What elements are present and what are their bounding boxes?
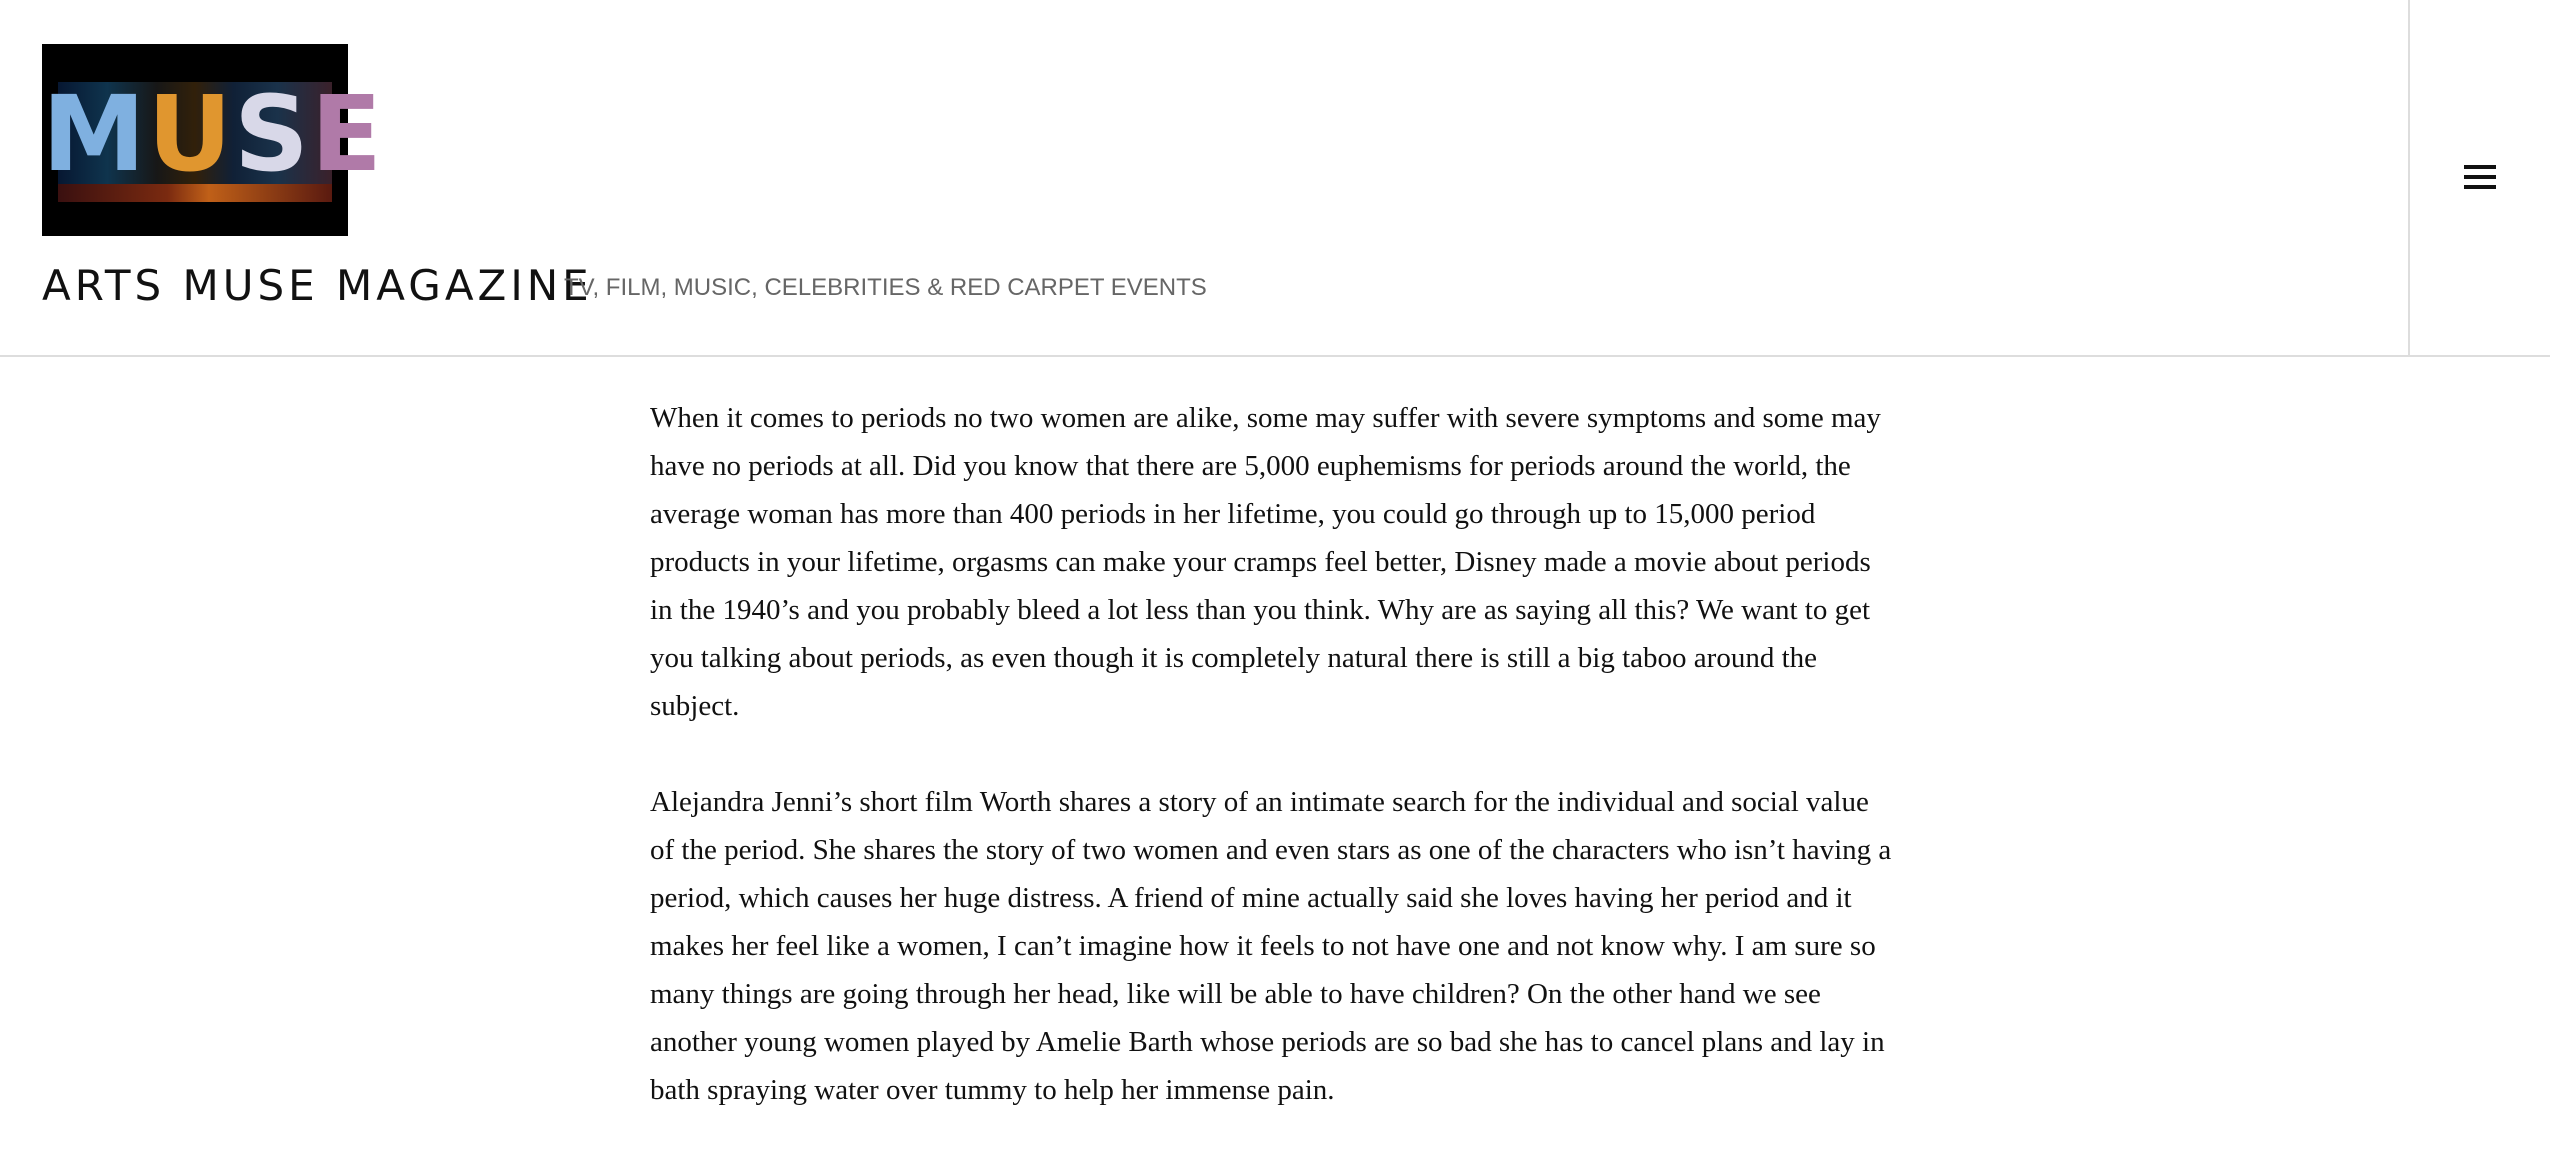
- site-branding: [42, 44, 2342, 314]
- logo-letter-m: M: [42, 73, 148, 195]
- hamburger-bar: [2464, 185, 2496, 189]
- logo-letter-u: U: [147, 73, 234, 195]
- article-content: [650, 394, 1900, 1162]
- hamburger-bar: [2464, 175, 2496, 179]
- hamburger-bar: [2464, 165, 2496, 169]
- menu-panel: [2408, 0, 2550, 357]
- article-paragraph: Alejandra Jenni’s short film Worth shares a story of an intimate search for the individual and social value of the period. She shares the story of two women and even stars as one of the characters who isn’t having a period, which causes her huge distress. A friend of mine actually said she loves having her period and it makes her feel like a women, I can’t imagine how it feels to not have one and not know why. I am sure so many things are going through her head, like will be able to have children? On the other hand we see another young women played by Amelie Barth whose periods are so bad she has to cancel plans and lay in bath spraying water over tummy to help her immense pain.: [650, 786, 1892, 1106]
- site-logo[interactable]: [42, 44, 384, 236]
- site-description: TV, FILM, MUSIC, CELEBRITIES & RED CARPET EVENTS: [564, 274, 1207, 301]
- hamburger-icon: [2464, 163, 2496, 191]
- menu-toggle-button[interactable]: [2448, 145, 2512, 209]
- site-header: [0, 0, 2550, 357]
- logo-letter-s: S: [233, 73, 311, 195]
- muse-logo-icon: [42, 73, 384, 195]
- article-paragraph: When it comes to periods no two women are alike, some may suffer with severe symptoms and some may have no periods at all. Did you know that there are 5,000 euphemisms for periods around the world, the average woman has more than 400 periods in her lifetime, you could go through up to 15,000 period products in your lifetime, orgasms can make your cramps feel better, Disney made a movie about periods in the 1940’s and you probably bleed a lot less than you think. Why are as saying all this? We want to get you talking about periods, as even though it is completely natural there is still a big taboo around the subject.: [650, 402, 1881, 722]
- site-title-link[interactable]: ARTS MUSE MAGAZINE: [42, 261, 593, 310]
- logo-letter-e: E: [310, 73, 384, 195]
